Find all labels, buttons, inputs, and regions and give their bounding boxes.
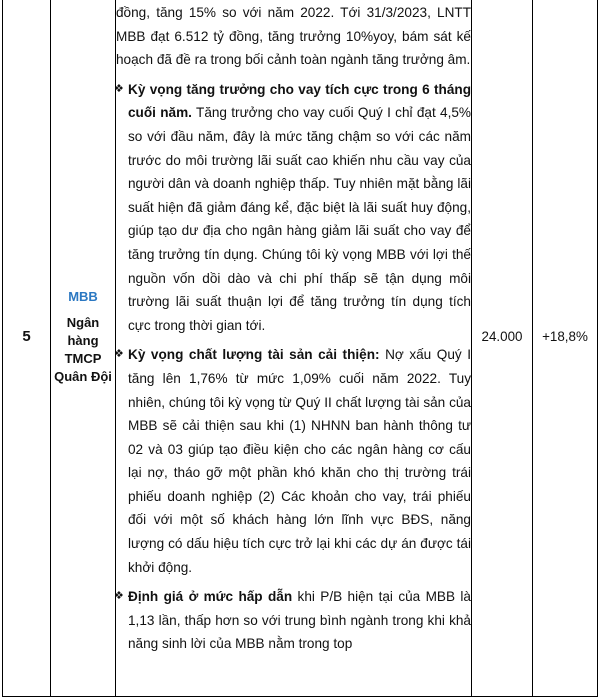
bullet-heading: Kỳ vọng chất lượng tài sản cải thiện: — [128, 347, 380, 363]
analysis-cell — [116, 0, 472, 697]
bullet-body: khi P/B hiện tại của MBB là 1,13 lần, thấp hơn so với trung bình ngành trong khi khả năng sinh lời của MBB nằm trong top — [128, 589, 471, 652]
diamond-bullet-icon: ❖ — [114, 348, 124, 361]
target-price: 24.000 — [472, 0, 533, 697]
bullet-valuation — [116, 585, 471, 656]
diamond-bullet-icon: ❖ — [114, 590, 124, 603]
ticker-label: MBB — [68, 288, 98, 304]
recommendation-table — [2, 0, 598, 697]
row-number: 5 — [3, 0, 51, 697]
bullet-body: Tăng trưởng cho vay cuối Quý I chỉ đạt 4,5% so với đầu năm, đây là mức tăng chậm so với các năm trước do môi trường lãi suất cao khiến nhu cầu vay của người dân và doanh nghiệp thấp. Tuy nhiên mặt bằng lãi suất hiện đã giảm đáng kể, đặc biệt là lãi suất huy động, giúp tạo dư địa cho ngân hàng giảm lãi suất cho vay để tăng trưởng tín dụng. Chúng tôi kỳ vọng MBB với lợi thế nguồn vốn dồi dào và chi phí thấp sẽ tận dụng môi trường lãi suất thuận lợi để tăng trưởng tín dụng tích cực trong thời gian tới. — [128, 105, 472, 333]
bullet-body: Nợ xấu Quý I tăng lên 1,76% từ mức 1,09% cuối năm 2022. Tuy nhiên, chúng tôi kỳ vọng từ Quý II chất lượng tài sản của MBB sẽ cải thiện sau khi (1) NHNN ban hành thông tư 02 và 03 giúp tạo điều kiện cho các ngân hàng cơ cấu lại nợ, tháo gỡ một phần khó khăn cho thị trường trái phiếu doanh nghiệp (2) Các khoản cho vay, trái phiếu đối với một số khách hàng lớn lĩnh vực BĐS, năng lượng có dấu hiệu tích cực trở lại khi các dự án được tái khởi động. — [128, 347, 471, 575]
bullet-asset-quality — [116, 343, 471, 579]
table-row — [3, 0, 598, 697]
company-name: Ngân hàng TMCP Quân Đội — [54, 314, 112, 384]
bullet-heading: Định giá ở mức hấp dẫn — [128, 589, 293, 605]
company-cell — [51, 0, 116, 697]
diamond-bullet-icon: ❖ — [114, 82, 124, 95]
bullet-heading: Kỳ vọng tăng trưởng cho vay tích cực trong 6 tháng cuối năm. — [128, 81, 471, 121]
bullet-loan-growth — [116, 78, 471, 338]
upside-percent: +18,8% — [533, 0, 598, 697]
analysis-intro: đồng, tăng 15% so với năm 2022. Tới 31/3/2023, LNTT MBB đạt 6.512 tỷ đồng, tăng trưởng 10%yoy, bám sát kế hoạch đã đề ra trong bối cảnh toàn ngành tăng trưởng âm. — [116, 5, 471, 68]
